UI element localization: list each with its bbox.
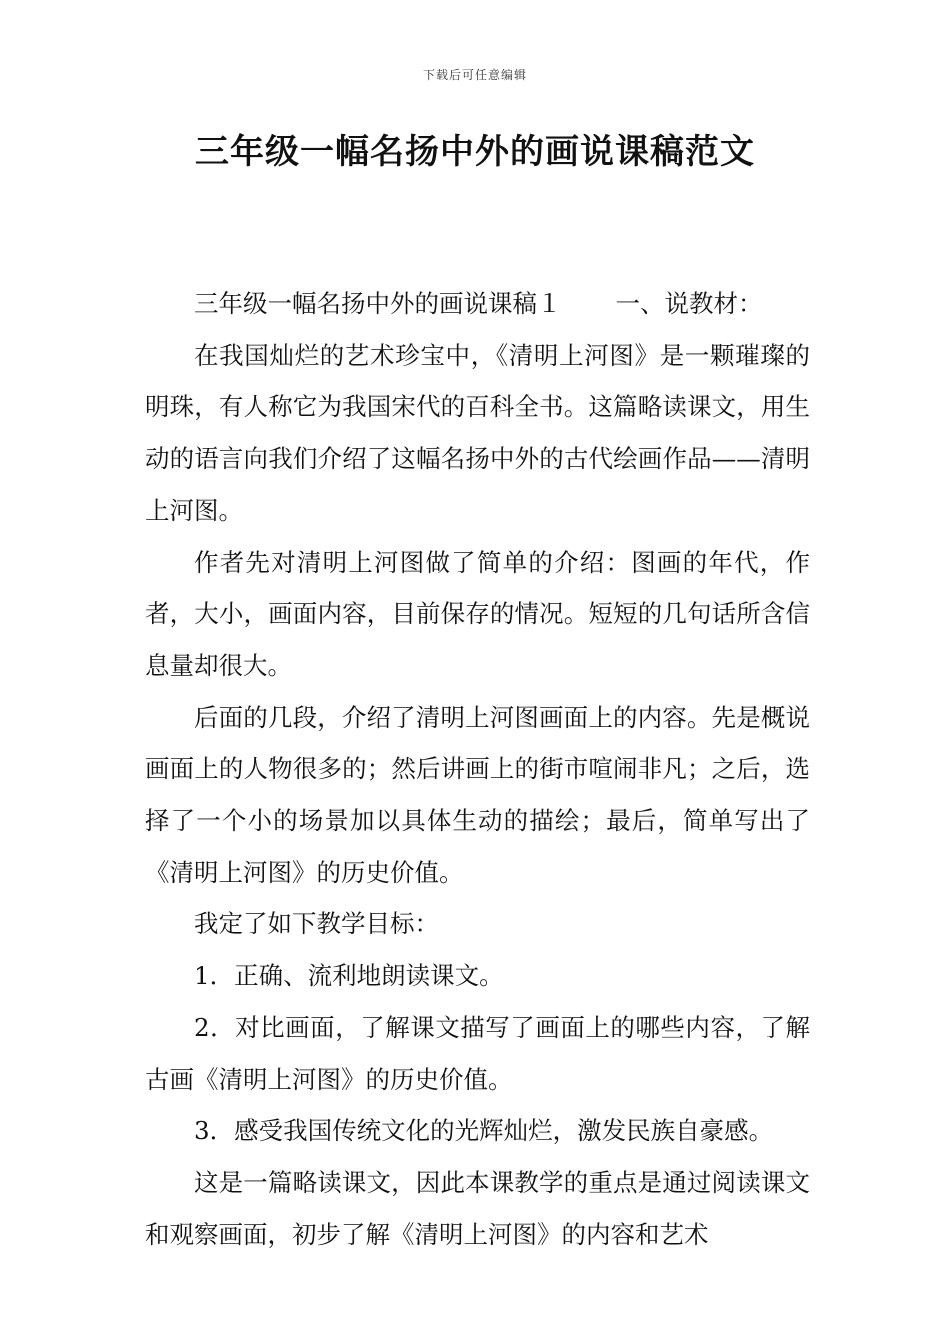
list-item: 3．感受我国传统文化的光辉灿烂，激发民族自豪感。: [194, 1116, 774, 1146]
document-title: 三年级一幅名扬中外的画说课稿范文: [195, 132, 755, 172]
paragraph: 作者先对清明上河图做了简单的介绍：图画的年代，作者，大小，画面内容，目前保存的情况。短短的几句话所含信息量却很大。: [145, 547, 810, 680]
intro-heading: 三年级一幅名扬中外的画说课稿１: [194, 289, 562, 318]
intro-line: [145, 278, 810, 330]
document-body: [145, 278, 810, 1260]
list-item: 1．正确、流利地朗读课文。: [194, 961, 504, 991]
paragraph: 我定了如下教学目标：: [194, 909, 439, 939]
paragraph: 在我国灿烂的艺术珍宝中，《清明上河图》是一颗璀璨的明珠，有人称它为我国宋代的百科全书。这篇略读课文，用生动的语言向我们介绍了这幅名扬中外的古代绘画作品——清明上河图。: [145, 340, 810, 525]
paragraph: 后面的几段，介绍了清明上河图画面上的内容。先是概说画面上的人物很多的；然后讲画上的街市喧闹非凡；之后，选择了一个小的场景加以具体生动的描绘；最后，简单写出了《清明上河图》的历史价值。: [145, 702, 810, 887]
list-item: 2．对比画面，了解课文描写了画面上的哪些内容，了解古画《清明上河图》的历史价值。: [145, 1012, 810, 1094]
header-note: 下载后可任意编辑: [422, 68, 527, 82]
paragraph: 这是一篇略读课文，因此本课教学的重点是通过阅读课文和观察画面，初步了解《清明上河图》的内容和艺术: [145, 1167, 810, 1249]
intro-section-label: 一、说教材：: [615, 289, 763, 318]
